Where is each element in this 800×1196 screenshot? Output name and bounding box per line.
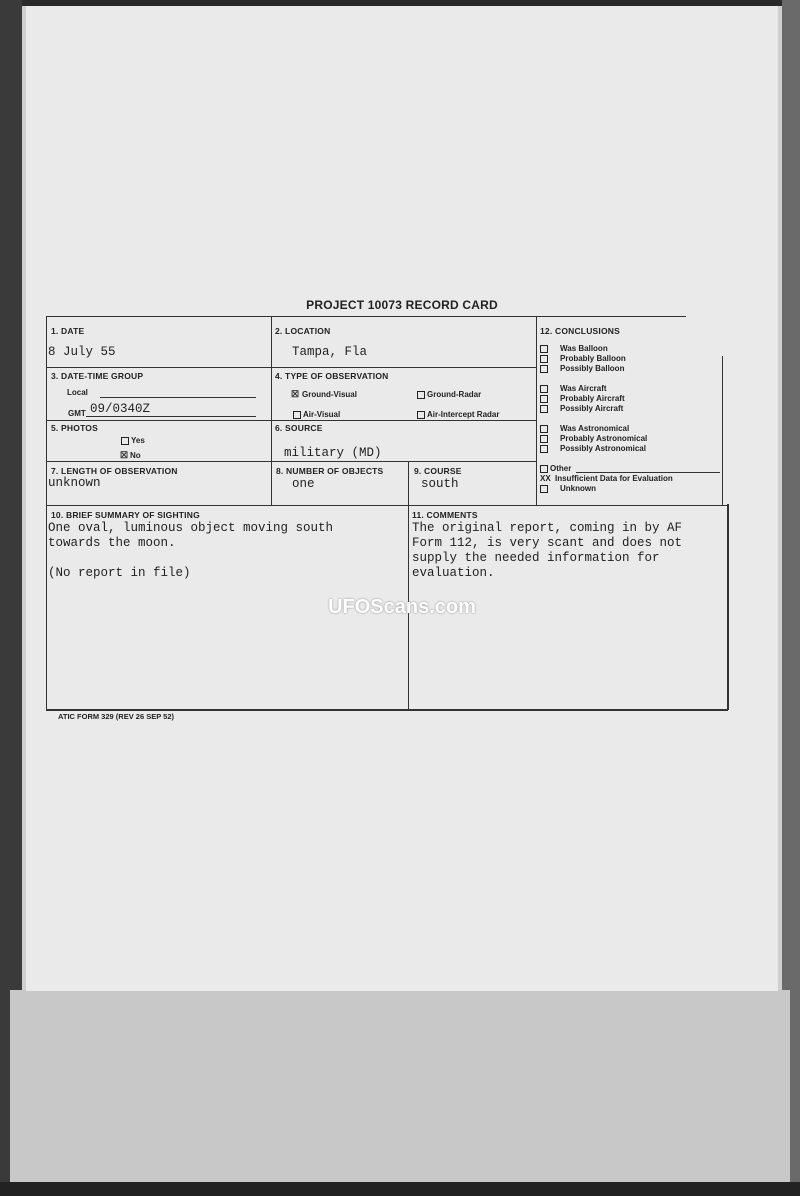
possibly-balloon-label: Possibly Balloon [560, 364, 625, 373]
location-label: 2. LOCATION [275, 326, 331, 336]
date-value: 8 July 55 [48, 345, 116, 359]
air-visual-checkbox[interactable] [293, 411, 301, 419]
possibly-astronomical-checkbox[interactable] [540, 445, 548, 453]
divider-col-1 [271, 316, 272, 506]
bottom-border [46, 709, 728, 711]
local-line [100, 397, 256, 398]
top-border [46, 316, 686, 317]
date-label: 1. DATE [51, 326, 85, 336]
divider-col-3 [408, 461, 409, 709]
right-border-upper [722, 356, 723, 506]
course-value: south [421, 477, 459, 491]
summary-line-1: One oval, luminous object moving south [48, 521, 334, 535]
photos-yes-label: Yes [131, 436, 145, 445]
possibly-aircraft-label: Possibly Aircraft [560, 404, 624, 413]
record-card-form [46, 316, 728, 710]
ground-visual-label: Ground-Visual [302, 390, 357, 399]
form-number: ATIC FORM 329 (REV 26 SEP 52) [58, 712, 175, 721]
conclusions-label: 12. CONCLUSIONS [540, 326, 620, 336]
unknown-label: Unknown [560, 484, 596, 493]
air-visual-label: Air-Visual [303, 410, 341, 419]
probably-astronomical-label: Probably Astronomical [560, 434, 648, 443]
photos-no-label: No [130, 451, 141, 460]
comments-line-2: Form 112, is very scant and does not [412, 536, 683, 550]
other-checkbox[interactable] [540, 465, 548, 473]
location-value: Tampa, Fla [292, 345, 368, 359]
comments-label: 11. COMMENTS [412, 510, 478, 520]
dtg-label: 3. DATE-TIME GROUP [51, 371, 144, 381]
divider-col-2 [536, 316, 537, 506]
comments-line-1: The original report, coming in by AF [412, 521, 683, 535]
possibly-aircraft-checkbox[interactable] [540, 405, 548, 413]
summary-line-3: (No report in file) [48, 566, 191, 580]
watermark: UFOScans.com [328, 596, 476, 618]
comments-line-3: supply the needed information for [412, 551, 660, 565]
was-aircraft-label: Was Aircraft [560, 384, 607, 393]
other-label: Other [550, 464, 572, 473]
num-objects-label: 8. NUMBER OF OBJECTS [276, 466, 384, 476]
air-intercept-checkbox[interactable] [417, 411, 425, 419]
length-value: unknown [48, 476, 101, 490]
possibly-astronomical-label: Possibly Astronomical [560, 444, 646, 453]
photos-yes-checkbox[interactable] [121, 437, 129, 445]
probably-astronomical-checkbox[interactable] [540, 435, 548, 443]
probably-aircraft-checkbox[interactable] [540, 395, 548, 403]
unknown-checkbox[interactable] [540, 485, 548, 493]
was-balloon-label: Was Balloon [560, 344, 608, 353]
record-card-sheet [26, 6, 778, 991]
summary-label: 10. BRIEF SUMMARY OF SIGHTING [51, 510, 200, 520]
local-label: Local [67, 388, 88, 397]
ground-radar-label: Ground-Radar [427, 390, 482, 399]
insufficient-data-label: Insufficient Data for Evaluation [555, 474, 673, 483]
row-line-1 [46, 367, 536, 368]
was-aircraft-checkbox[interactable] [540, 385, 548, 393]
source-label: 6. SOURCE [275, 423, 323, 433]
gmt-value: 09/0340Z [90, 402, 151, 416]
was-astronomical-label: Was Astronomical [560, 424, 630, 433]
card-title: PROJECT 10073 RECORD CARD [306, 298, 498, 312]
other-line [576, 472, 720, 473]
ground-visual-checked: ☒ [291, 389, 300, 399]
num-objects-value: one [292, 477, 315, 491]
insufficient-mark: XX [540, 474, 551, 483]
source-value: military (MD) [284, 446, 382, 460]
type-obs-label: 4. TYPE OF OBSERVATION [275, 371, 389, 381]
gmt-label: GMT [68, 409, 86, 418]
left-border [46, 316, 47, 710]
probably-balloon-checkbox[interactable] [540, 355, 548, 363]
possibly-balloon-checkbox[interactable] [540, 365, 548, 373]
was-astronomical-checkbox[interactable] [540, 425, 548, 433]
photos-label: 5. PHOTOS [51, 423, 98, 433]
length-label: 7. LENGTH OF OBSERVATION [51, 466, 178, 476]
photos-no-checked: ☒ [120, 450, 129, 460]
ground-radar-checkbox[interactable] [417, 391, 425, 399]
probably-balloon-label: Probably Balloon [560, 354, 626, 363]
gmt-line [86, 416, 256, 417]
comments-line-4: evaluation. [412, 566, 495, 580]
background-area [10, 990, 790, 1182]
row-line-2 [46, 420, 536, 421]
row-line-4 [46, 505, 728, 506]
course-label: 9. COURSE [414, 466, 462, 476]
probably-aircraft-label: Probably Aircraft [560, 394, 625, 403]
air-intercept-label: Air-Intercept Radar [427, 410, 500, 419]
film-edge-bottom [0, 1182, 800, 1196]
row-line-3 [46, 461, 536, 462]
summary-line-2: towards the moon. [48, 536, 176, 550]
was-balloon-checkbox[interactable] [540, 345, 548, 353]
